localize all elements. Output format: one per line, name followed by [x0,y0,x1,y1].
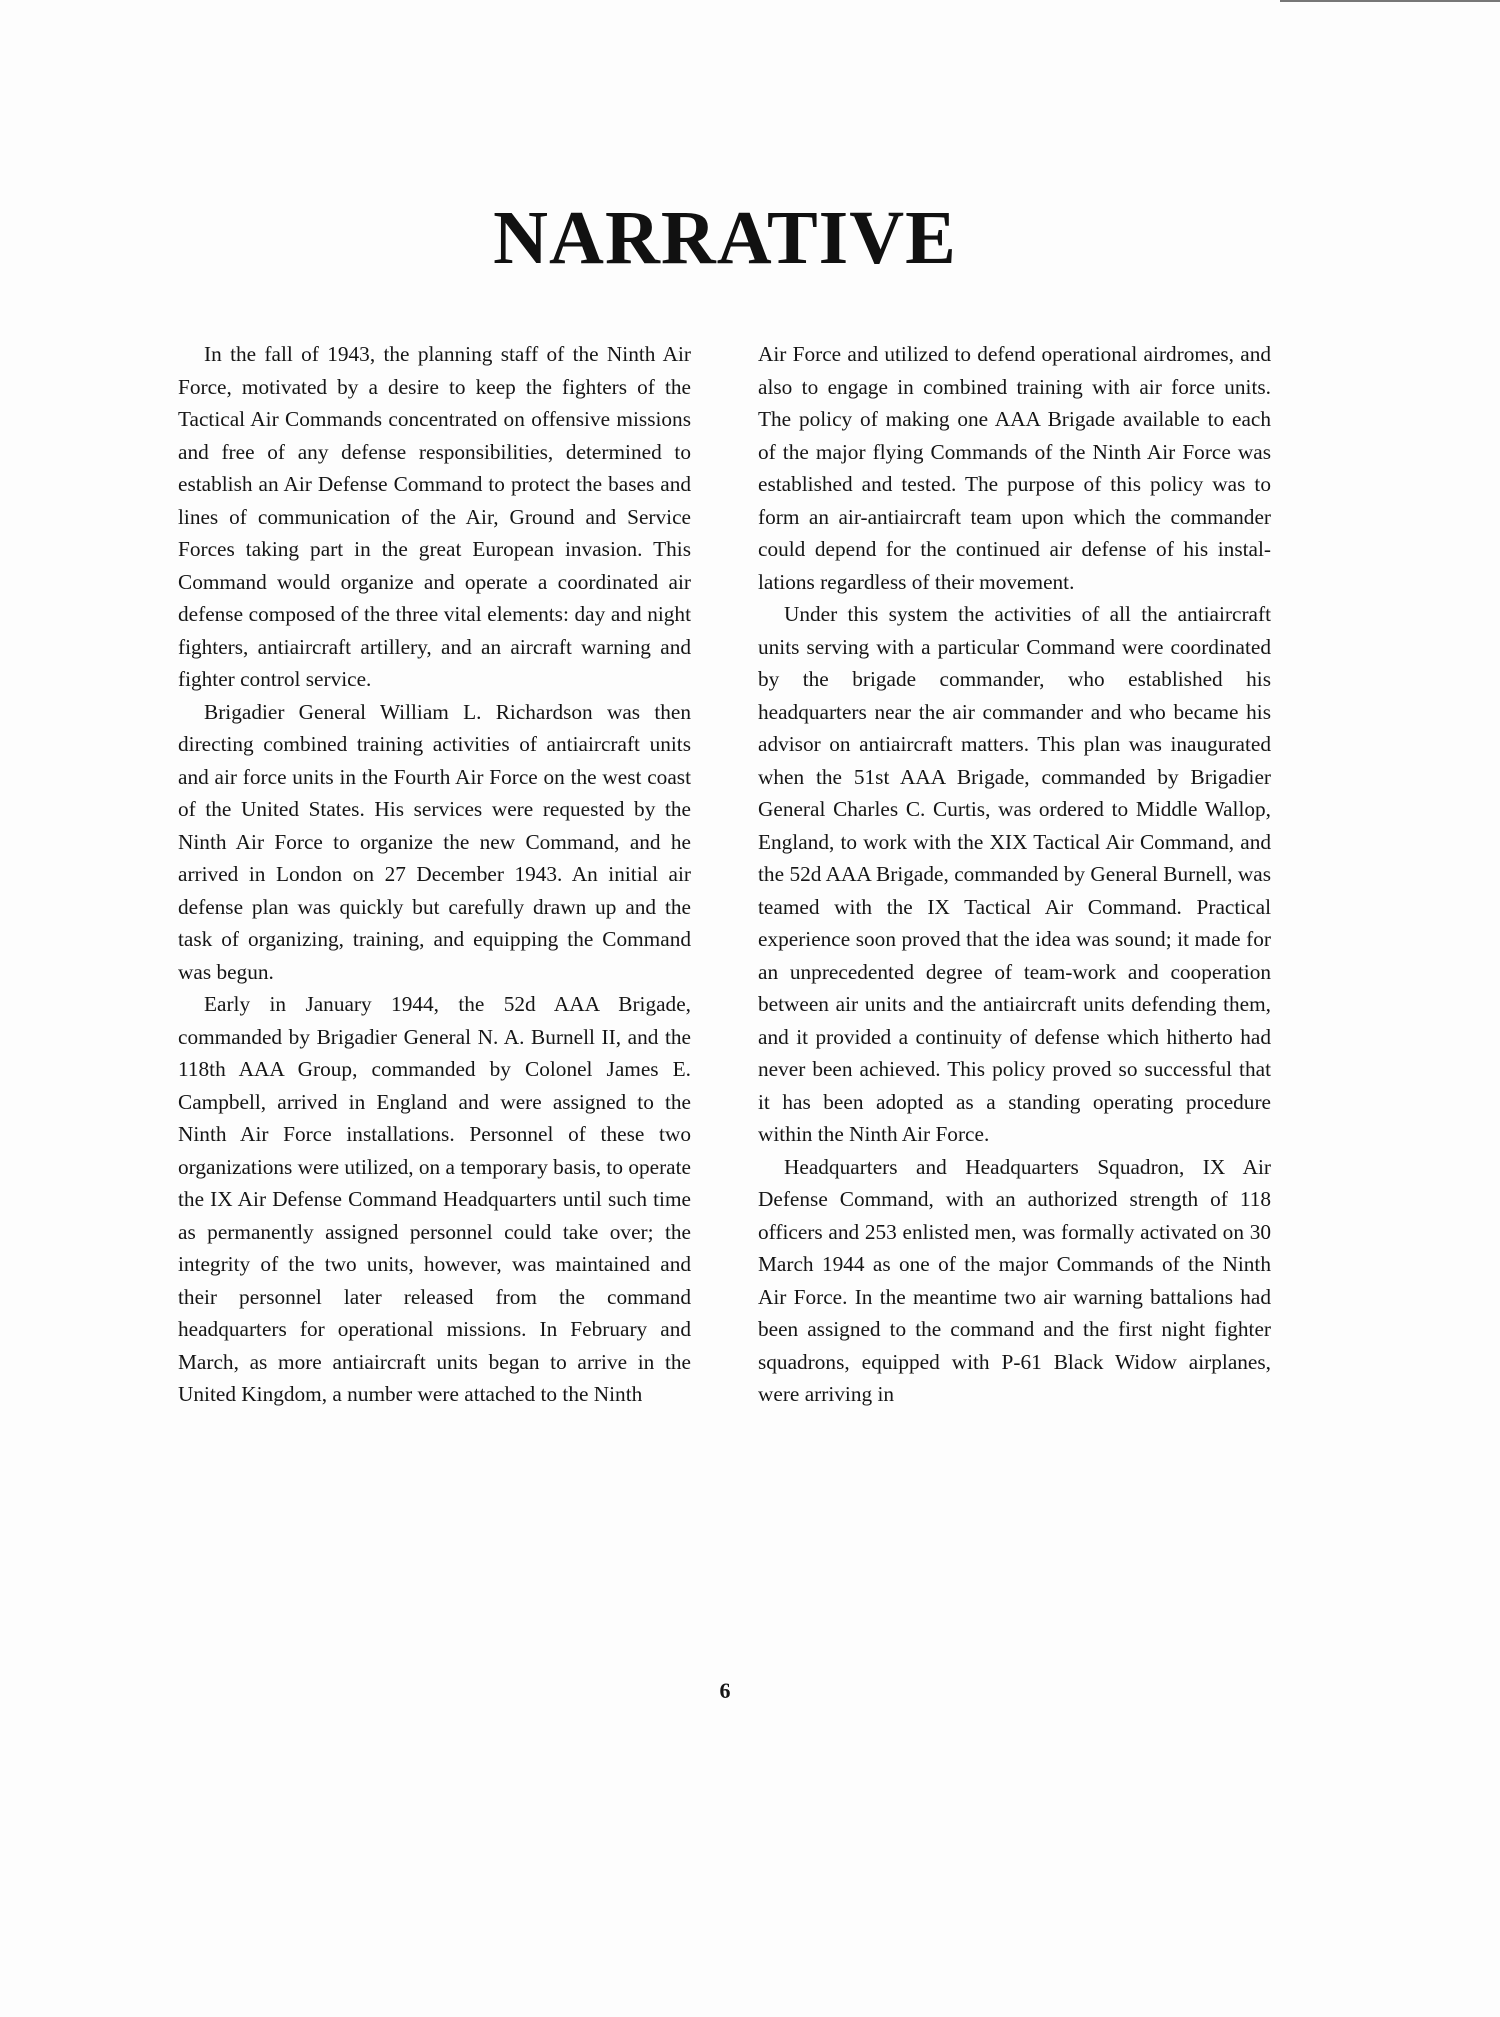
paragraph-continued: Air Force and utilized to defend operational airdromes, and also to engage in combined training with air force units. The policy of making one AAA Brigade available to each of the major flying Commands of the Ninth Air Force was established and tested. The purpose of this policy was to form an air-antiaircraft team upon which the commander could depend for the continued air defense of his installations regardless of their movement. [758,342,1271,594]
page-title: NARRATIVE [493,196,957,280]
paragraph: Early in January 1944, the 52d AAA Brigade, commanded by Brigadier General N. A. Burnell II, and the 118th AAA Group, commanded by Colonel James E. Campbell, arrived in England and were assigned to the Ninth Air Force installations. Personnel of these two organizations were utilized, on a temporary basis, to operate the IX Air Defense Command Headquarters until such time as permanently assigned personnel could take over; the integrity of the two units, however, was maintained and their personnel later released from the command headquarters for operational missions. In February and March, as more antiaircraft units began to arrive in the United Kingdom, a number were attached to the Ninth [178,992,691,1406]
paragraph: Headquarters and Headquarters Squadron, IX Air Defense Command, with an authorized strength of 118 officers and 253 enlisted men, was formally activated on 30 March 1944 as one of the major Commands of the Ninth Air Force. In the meantime two air warning battalions had been assigned to the command and the first night fighter squadrons, equipped with P-61 Black Widow airplanes, were arriving in [758,1154,1271,1406]
right-text-column [758,338,1271,1411]
left-text-column [178,338,691,1411]
scan-edge-line [1280,0,1500,2]
paragraph: Under this system the activities of all the antiaircraft units serving with a particular Command were coordinated by the brigade commander, who established his headquarters near the air commander and who became his advisor on antiaircraft matters. This plan was inaugurated when the 51st AAA Brigade, commanded by Brigadier General Charles C. Curtis, was ordered to Middle Wallop, England, to work with the XIX Tactical Air Command, and the 52d AAA Brigade, commanded by General Burnell, was teamed with the IX Tactical Air Command. Practical experience soon proved that the idea was sound; it made for an unprecedented degree of team-work and cooperation between air units and the antiaircraft units defending them, and it provided a continuity of defense which hitherto had never been achieved. This policy proved so successful that it has been adopted as a standing operating procedure within the Ninth Air Force. [758,602,1271,1146]
paragraph: In the fall of 1943, the planning staff of the Ninth Air Force, motivated by a desire to keep the fighters of the Tactical Air Commands concentrated on offensive missions and free of any defense responsibilities, determined to establish an Air Defense Command to protect the bases and lines of communication of the Air, Ground and Service Forces taking part in the great European invasion. This Command would organize and operate a coordinated air defense composed of the three vital elements: day and night fighters, antiaircraft artillery, and an aircraft warning and fighter control service. [178,342,691,691]
page-number: 6 [719,1678,731,1703]
paragraph: Brigadier General William L. Richardson was then directing combined training activities of antiaircraft units and air force units in the Fourth Air Force on the west coast of the United States. His services were requested by the Ninth Air Force to organize the new Command, and he arrived in London on 27 December 1943. An initial air defense plan was quickly but carefully drawn up and the task of organizing, training, and equipping the Command was begun. [178,699,691,984]
